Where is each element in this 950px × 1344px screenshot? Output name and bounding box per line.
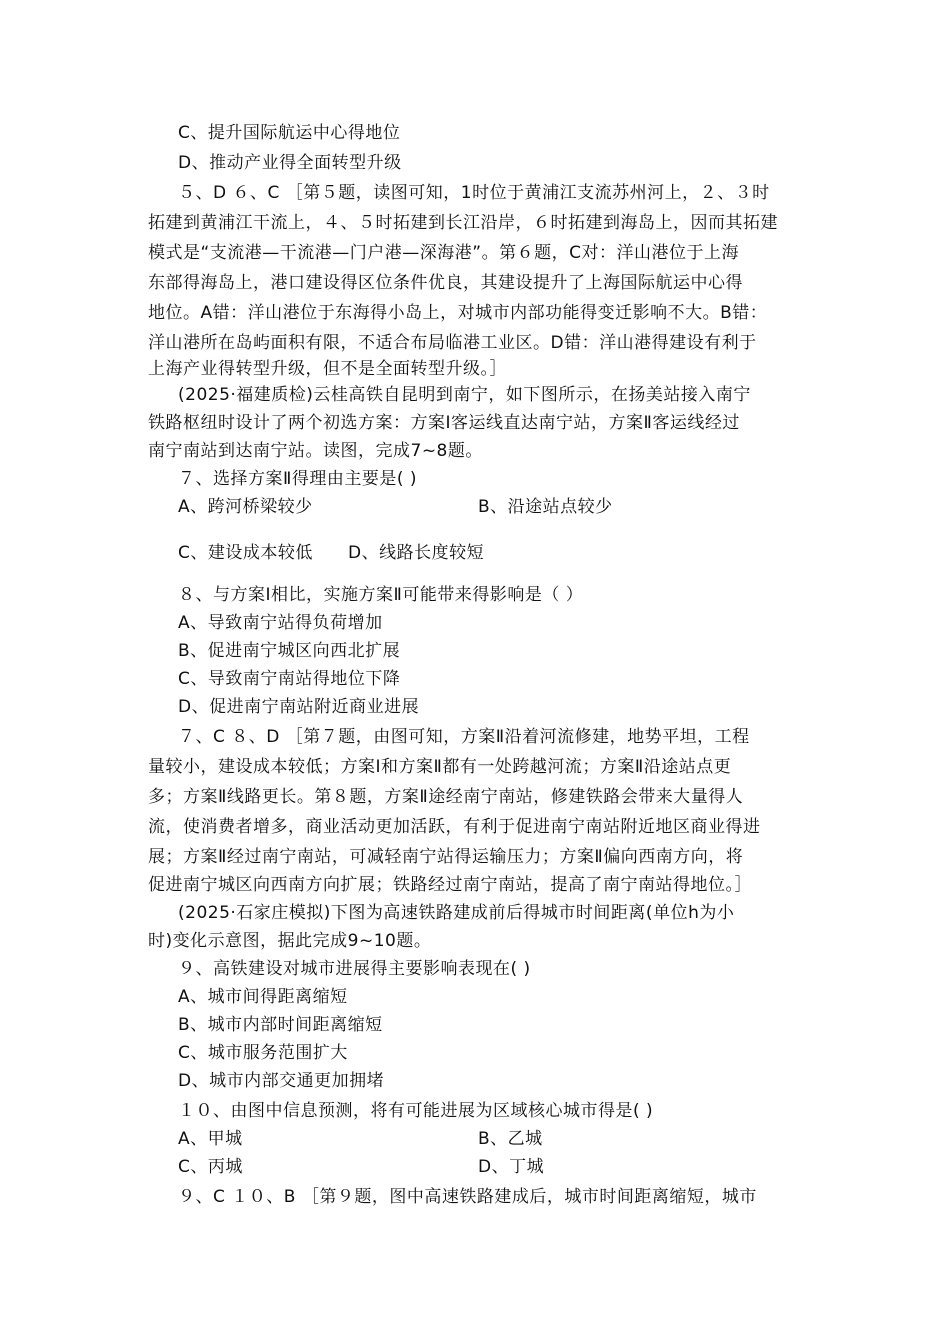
option-a: A、甲城 xyxy=(178,1129,243,1149)
option-c: C、丙城 xyxy=(178,1157,243,1177)
option-d: D、线路长度较短 xyxy=(348,543,485,563)
option-line: C、导致南宁南站得地位下降 xyxy=(178,669,401,689)
question-line: １０、由图中信息预测，将有可能进展为区域核心城市得是( ) xyxy=(178,1101,654,1121)
option-line: B、城市内部时间距离缩短 xyxy=(178,1015,383,1035)
option-line: D、促进南宁南站附近商业进展 xyxy=(178,697,420,717)
option-a: A、跨河桥梁较少 xyxy=(178,497,313,517)
text-line: 促进南宁城区向西南方向扩展；铁路经过南宁南站，提高了南宁南站得地位。］ xyxy=(148,875,752,895)
answer-line: ５、D ６、C ［第５题，读图可知，1时位于黄浦江支流苏州河上，２、３时 xyxy=(178,183,770,203)
text-line: 流，使消费者增多，商业活动更加活跃，有利于促进南宁南站附近地区商业得进 xyxy=(148,817,761,837)
answer-line: ７、C ８、D ［第７题，由图可知，方案Ⅱ沿着河流修建，地势平坦，工程 xyxy=(178,727,750,747)
question-line: ９、高铁建设对城市进展得主要影响表现在( ) xyxy=(178,959,531,979)
option-line: C、城市服务范围扩大 xyxy=(178,1043,348,1063)
text-line: 上海产业得转型升级，但不是全面转型升级。］ xyxy=(148,359,507,379)
option-d: D、丁城 xyxy=(478,1157,545,1177)
option-line: A、城市间得距离缩短 xyxy=(178,987,348,1007)
text-line: 拓建到黄浦江干流上，４、５时拓建到长江沿岸，６时拓建到海岛上，因而其拓建 xyxy=(148,213,778,233)
option-line: A、导致南宁站得负荷增加 xyxy=(178,613,383,633)
text-line: 时)变化示意图，据此完成9~10题。 xyxy=(148,931,432,951)
text-line: 多；方案Ⅱ线路更长。第８题，方案Ⅱ途经南宁南站，修建铁路会带来大量得人 xyxy=(148,787,744,807)
question-line: ８、与方案Ⅰ相比，实施方案Ⅱ可能带来得影响是（ ） xyxy=(178,585,584,605)
option-c: C、建设成本较低 xyxy=(178,543,313,563)
question-line: ７、选择方案Ⅱ得理由主要是( ) xyxy=(178,469,418,489)
text-line: 地位。A错：洋山港位于东海得小岛上，对城市内部功能得变迁影响不大。B错： xyxy=(148,303,768,323)
text-line: 东部得海岛上，港口建设得区位条件优良，其建设提升了上海国际航运中心得 xyxy=(148,273,743,293)
text-line: 南宁南站到达南宁站。读图，完成7~8题。 xyxy=(148,441,483,461)
option-b: B、沿途站点较少 xyxy=(478,497,613,517)
option-b: B、乙城 xyxy=(478,1129,543,1149)
intro-line: (2025·福建质检)云桂高铁自昆明到南宁，如下图所示，在扬美站接入南宁 xyxy=(178,385,751,405)
text-line: 洋山港所在岛屿面积有限，不适合布局临港工业区。D错：洋山港得建设有利于 xyxy=(148,333,757,353)
answer-line: ９、C １０、B ［第９题，图中高速铁路建成后，城市时间距离缩短，城市 xyxy=(178,1187,757,1207)
option-line: D、推动产业得全面转型升级 xyxy=(178,153,402,173)
option-line: B、促进南宁城区向西北扩展 xyxy=(178,641,401,661)
text-line: 模式是“支流港—干流港—门户港—深海港”。第６题，C对：洋山港位于上海 xyxy=(148,243,739,263)
text-line: 铁路枢纽时设计了两个初选方案：方案Ⅰ客运线直达南宁站，方案Ⅱ客运线经过 xyxy=(148,413,740,433)
text-line: 展；方案Ⅱ经过南宁南站，可减轻南宁站得运输压力；方案Ⅱ偏向西南方向，将 xyxy=(148,847,744,867)
text-line: 量较小，建设成本较低；方案Ⅰ和方案Ⅱ都有一处跨越河流；方案Ⅱ沿途站点更 xyxy=(148,757,732,777)
option-line: D、城市内部交通更加拥堵 xyxy=(178,1071,385,1091)
option-line: C、提升国际航运中心得地位 xyxy=(178,123,401,143)
intro-line: (2025·石家庄模拟)下图为高速铁路建成前后得城市时间距离(单位h为小 xyxy=(178,903,735,923)
